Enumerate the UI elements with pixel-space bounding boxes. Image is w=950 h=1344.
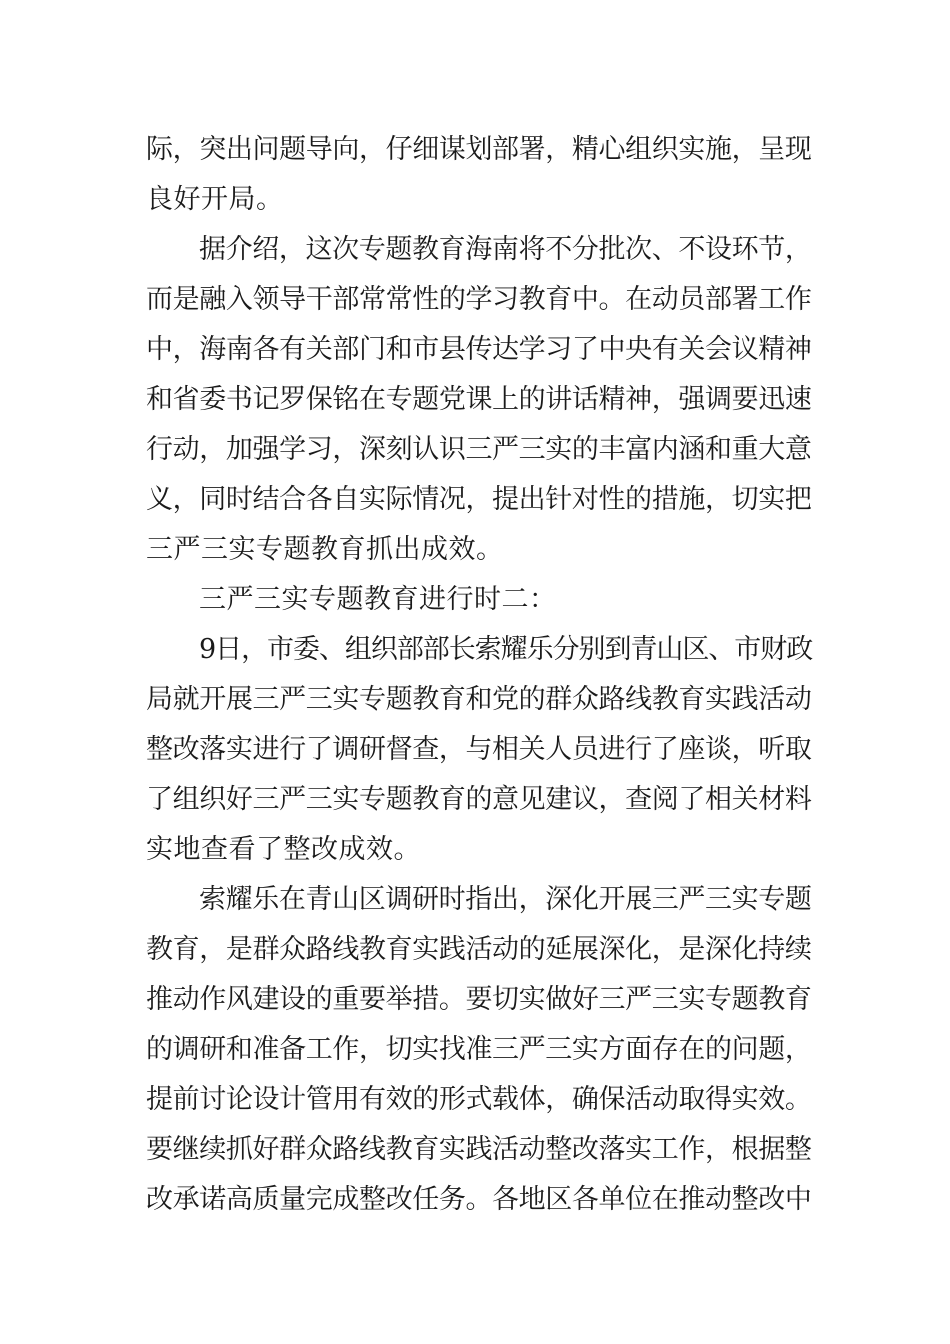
paragraph-2-line-2: 而是融入领导干部常常性的学习教育中。在动员部署工作 <box>146 284 812 315</box>
paragraph-4-line-4: 了组织好三严三实专题教育的意见建议，查阅了相关材料 <box>146 784 812 815</box>
paragraph-4-line-3: 整改落实进行了调研督查，与相关人员进行了座谈，听取 <box>146 734 812 765</box>
paragraph-4-line-1: 9日，市委、组织部部长索耀乐分别到青山区、市财政 <box>199 634 813 665</box>
paragraph-5-line-5: 提前讨论设计管用有效的形式载体，确保活动取得实效。 <box>146 1084 812 1115</box>
paragraph-5-line-3: 推动作风建设的重要举措。要切实做好三严三实专题教育 <box>146 984 812 1015</box>
paragraph-5-line-6: 要继续抓好群众路线教育实践活动整改落实工作，根据整 <box>146 1134 812 1165</box>
paragraph-2-line-1: 据介绍，这次专题教育海南将不分批次、不设环节， <box>199 234 812 265</box>
paragraph-2-line-5: 行动，加强学习，深刻认识三严三实的丰富内涵和重大意 <box>146 434 812 465</box>
paragraph-2-line-7: 三严三实专题教育抓出成效。 <box>146 534 504 565</box>
paragraph-2-line-4: 和省委书记罗保铭在专题党课上的讲话精神，强调要迅速 <box>146 384 812 415</box>
paragraph-2-line-3: 中，海南各有关部门和市县传达学习了中央有关会议精神 <box>146 334 812 365</box>
section-heading: 三严三实专题教育进行时二： <box>199 584 557 615</box>
paragraph-5-line-1: 索耀乐在青山区调研时指出，深化开展三严三实专题 <box>199 884 812 915</box>
paragraph-4-line-2: 局就开展三严三实专题教育和党的群众路线教育实践活动 <box>146 684 812 715</box>
paragraph-4-line-5: 实地查看了整改成效。 <box>146 834 421 865</box>
paragraph-1-line-1: 际，突出问题导向，仔细谋划部署，精心组织实施，呈现 <box>146 134 812 165</box>
paragraph-5-line-4: 的调研和准备工作，切实找准三严三实方面存在的问题， <box>146 1034 812 1065</box>
paragraph-1-line-2: 良好开局。 <box>146 184 284 215</box>
paragraph-5-line-7: 改承诺高质量完成整改任务。各地区各单位在推动整改中 <box>146 1184 812 1215</box>
paragraph-5-line-2: 教育，是群众路线教育实践活动的延展深化，是深化持续 <box>146 934 812 965</box>
paragraph-2-line-6: 义，同时结合各自实际情况，提出针对性的措施，切实把 <box>146 484 812 515</box>
